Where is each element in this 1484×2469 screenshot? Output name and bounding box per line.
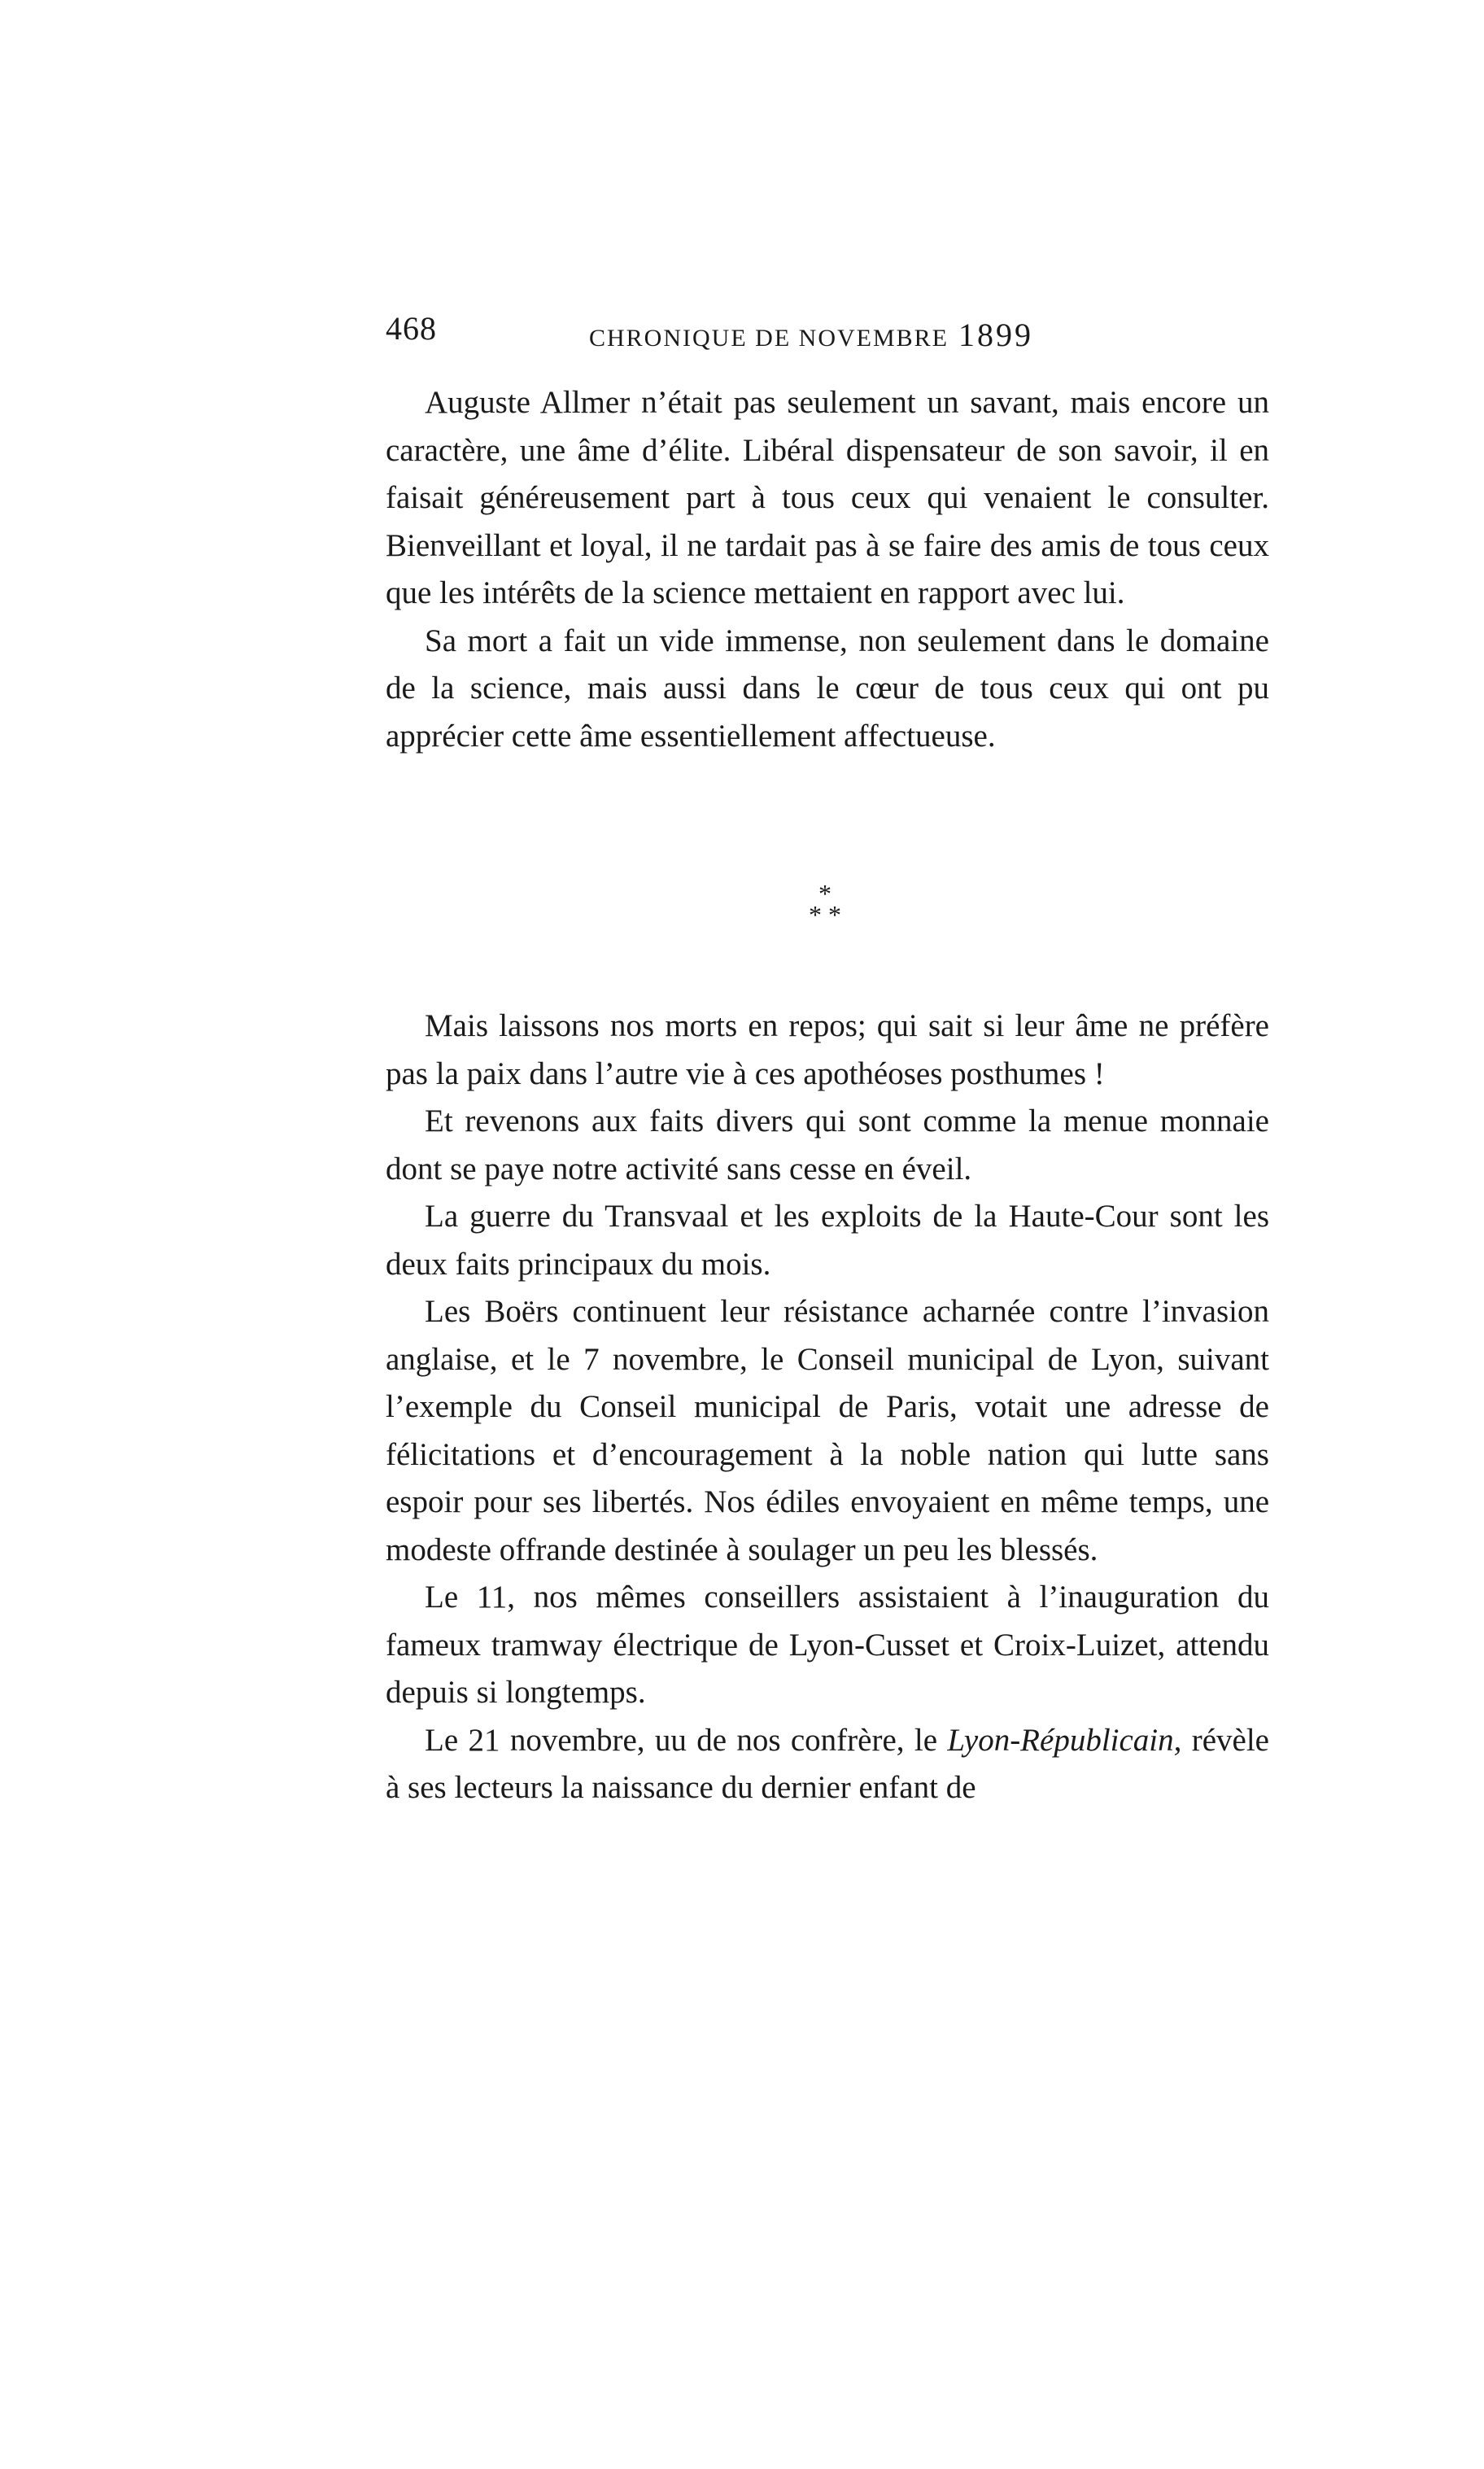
paragraph: Mais laissons nos morts en repos; qui sait si leur âme ne préfère pas la paix dans l’autre vie à ces apothéoses posthumes ! xyxy=(386,1008,1269,1091)
running-head-year: 1899 xyxy=(958,317,1033,353)
text-run: Le 21 novembre, uu de nos confrère, le xyxy=(425,1722,948,1758)
paragraph: Auguste Allmer n’était pas seulement un savant, mais encore un caractère, une âme d’élite. Libéral dispensateur de son savoir, il en faisait généreusement part à tous ceux qui venaient le consulter. Bienveillant et loyal, il ne tardait pas à se faire des amis de tous ceux que les intérêts de la science mettaient en rapport avec lui. xyxy=(386,385,1269,610)
asterism-bottom: * * xyxy=(809,900,841,929)
text-block-chronicle xyxy=(386,1003,1269,1812)
asterism-separator xyxy=(792,879,858,948)
running-head xyxy=(589,316,1033,354)
paragraph: Sa mort a fait un vide immense, non seulement dans le domaine de la science, mais aussi dans le cœur de tous ceux qui ont pu apprécier cette âme essentiellement affectueuse. xyxy=(386,623,1269,754)
paragraph-last xyxy=(386,1717,1269,1812)
newspaper-title: Lyon-Républicain, xyxy=(947,1722,1182,1758)
text-run: révèle à ses lecteurs la naissance du dernier enfant de xyxy=(386,1722,1269,1805)
page-header xyxy=(386,309,1269,366)
paragraph: Et revenons aux faits divers qui sont comme la menue monnaie dont se paye notre activité sans cesse en éveil. xyxy=(386,1103,1269,1186)
page-number: 468 xyxy=(386,310,437,347)
running-title: CHRONIQUE DE NOVEMBRE xyxy=(589,325,949,352)
paragraph: Les Boërs continuent leur résistance acharnée contre l’invasion anglaise, et le 7 novembre, le Conseil municipal de Lyon, suivant l’exemple du Conseil municipal de Paris, votait une adresse de félicitations et d’encouragement à la noble nation qui lutte sans espoir pour ses libertés. Nos édiles envoyaient en même temps, une modeste offrande destinée à soulager un peu les blessés. xyxy=(386,1294,1269,1567)
paragraph: La guerre du Transvaal et les exploits de la Haute-Cour sont les deux faits principaux du mois. xyxy=(386,1199,1269,1282)
asterism-top: * xyxy=(818,879,831,908)
paragraph: Le 11, nos mêmes conseillers assistaient à l’inauguration du fameux tramway électrique de Lyon-Cusset et Croix-Luizet, attendu depuis si longtemps. xyxy=(386,1580,1269,1710)
text-block-allmer xyxy=(386,379,1269,760)
